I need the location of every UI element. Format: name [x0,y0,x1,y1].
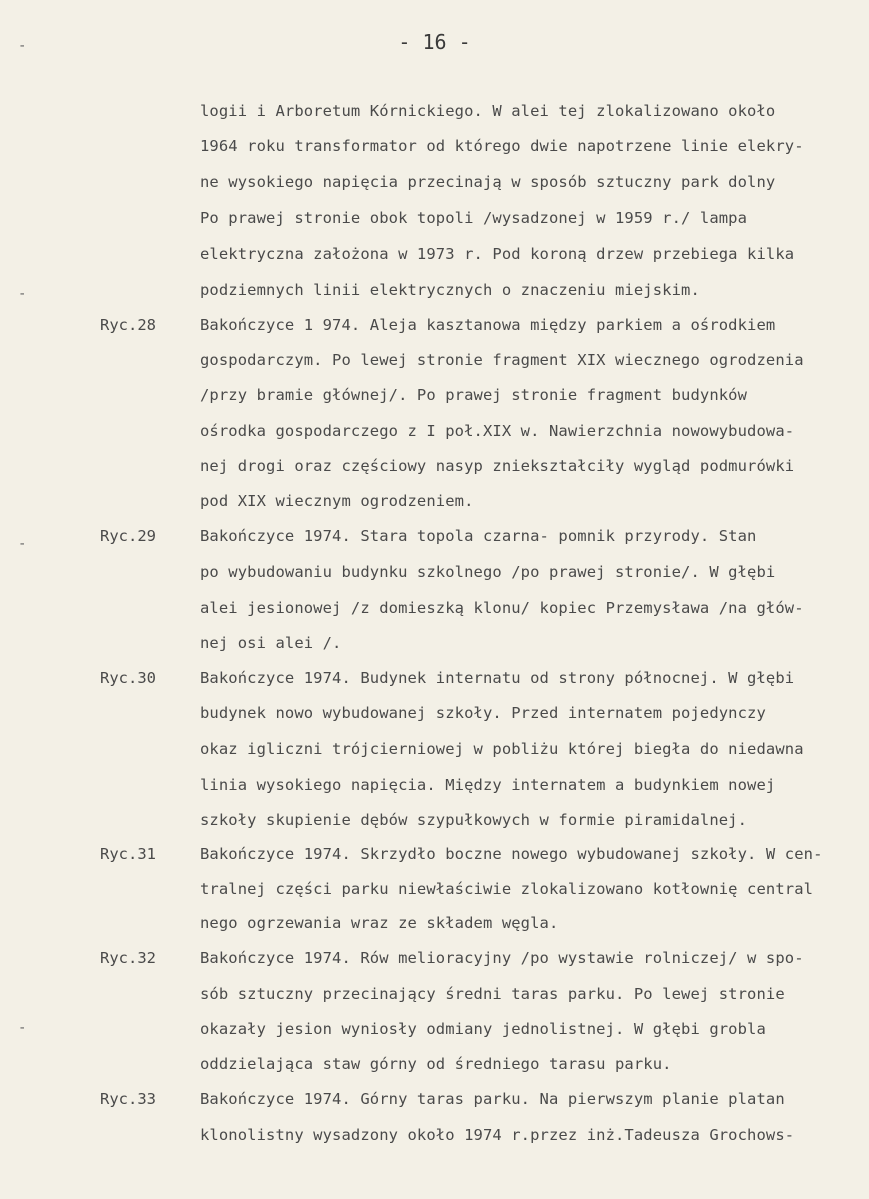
figure-ref: Ryc.33 [100,1090,156,1108]
figure-ref: Ryc.31 [100,845,156,863]
text-line: Bakończyce 1974. Skrzydło boczne nowego wybudowanej szkoły. W cen- [200,845,823,863]
text-line: alei jesionowej /z domieszką klonu/ kopiec Przemysława /na głów- [200,599,804,617]
figure-ref: Ryc.30 [100,669,156,687]
text-line: okaz igliczni trójcierniowej w pobliżu której biegła do niedawna [200,740,804,758]
text-line: podziemnych linii elektrycznych o znaczeniu miejskim. [200,281,700,299]
margin-mark: - [18,286,27,302]
text-line: Bakończyce 1974. Rów melioracyjny /po wystawie rolniczej/ w spo- [200,949,804,967]
margin-mark: - [18,1020,27,1036]
figure-ref: Ryc.29 [100,527,156,545]
text-line: oddzielająca staw górny od średniego tarasu parku. [200,1055,672,1073]
margin-mark: - [18,536,27,552]
text-line: po wybudowaniu budynku szkolnego /po prawej stronie/. W głębi [200,563,776,581]
text-line: Bakończyce 1974. Stara topola czarna- pomnik przyrody. Stan [200,527,757,545]
text-line: Po prawej stronie obok topoli /wysadzonej w 1959 r./ lampa [200,209,748,227]
text-line: klonolistny wysadzony około 1974 r.przez inż.Tadeusza Grochows- [200,1126,795,1144]
text-line: sób sztuczny przecinający średni taras parku. Po lewej stronie [200,985,785,1003]
text-line: okazały jesion wyniosły odmiany jednolistnej. W głębi grobla [200,1020,766,1038]
text-line: Bakończyce 1974. Górny taras parku. Na pierwszym planie platan [200,1090,785,1108]
text-line: nej osi alei /. [200,634,342,652]
figure-ref: Ryc.32 [100,949,156,967]
text-line: budynek nowo wybudowanej szkoły. Przed internatem pojedynczy [200,704,766,722]
text-line: gospodarczym. Po lewej stronie fragment XIX wiecznego ogrodzenia [200,351,804,369]
text-line: Bakończyce 1 974. Aleja kasztanowa między parkiem a ośrodkiem [200,316,776,334]
text-line: /przy bramie głównej/. Po prawej stronie fragment budynków [200,386,748,404]
text-line: tralnej części parku niewłaściwie zlokalizowano kotłownię central [200,880,814,898]
figure-ref: Ryc.28 [100,316,156,334]
margin-mark: - [18,38,27,54]
text-line: logii i Arboretum Kórnickiego. W alei tej zlokalizowano około [200,102,776,120]
text-line: 1964 roku transformator od którego dwie napotrzene linie elekry- [200,137,804,155]
text-line: nej drogi oraz częściowy nasyp zniekształciły wygląd podmurówki [200,457,795,475]
text-line: linia wysokiego napięcia. Między internatem a budynkiem nowej [200,776,776,794]
text-line: nego ogrzewania wraz ze składem węgla. [200,914,559,932]
text-line: ne wysokiego napięcia przecinają w sposób sztuczny park dolny [200,173,776,191]
text-line: Bakończyce 1974. Budynek internatu od strony północnej. W głębi [200,669,795,687]
text-line: ośrodka gospodarczego z I poł.XIX w. Nawierzchnia nowowybudowa- [200,422,795,440]
page-number: - 16 - [398,30,471,54]
text-line: szkoły skupienie dębów szypułkowych w formie piramidalnej. [200,811,748,829]
text-line: pod XIX wiecznym ogrodzeniem. [200,492,474,510]
text-line: elektryczna założona w 1973 r. Pod koroną drzew przebiega kilka [200,245,795,263]
